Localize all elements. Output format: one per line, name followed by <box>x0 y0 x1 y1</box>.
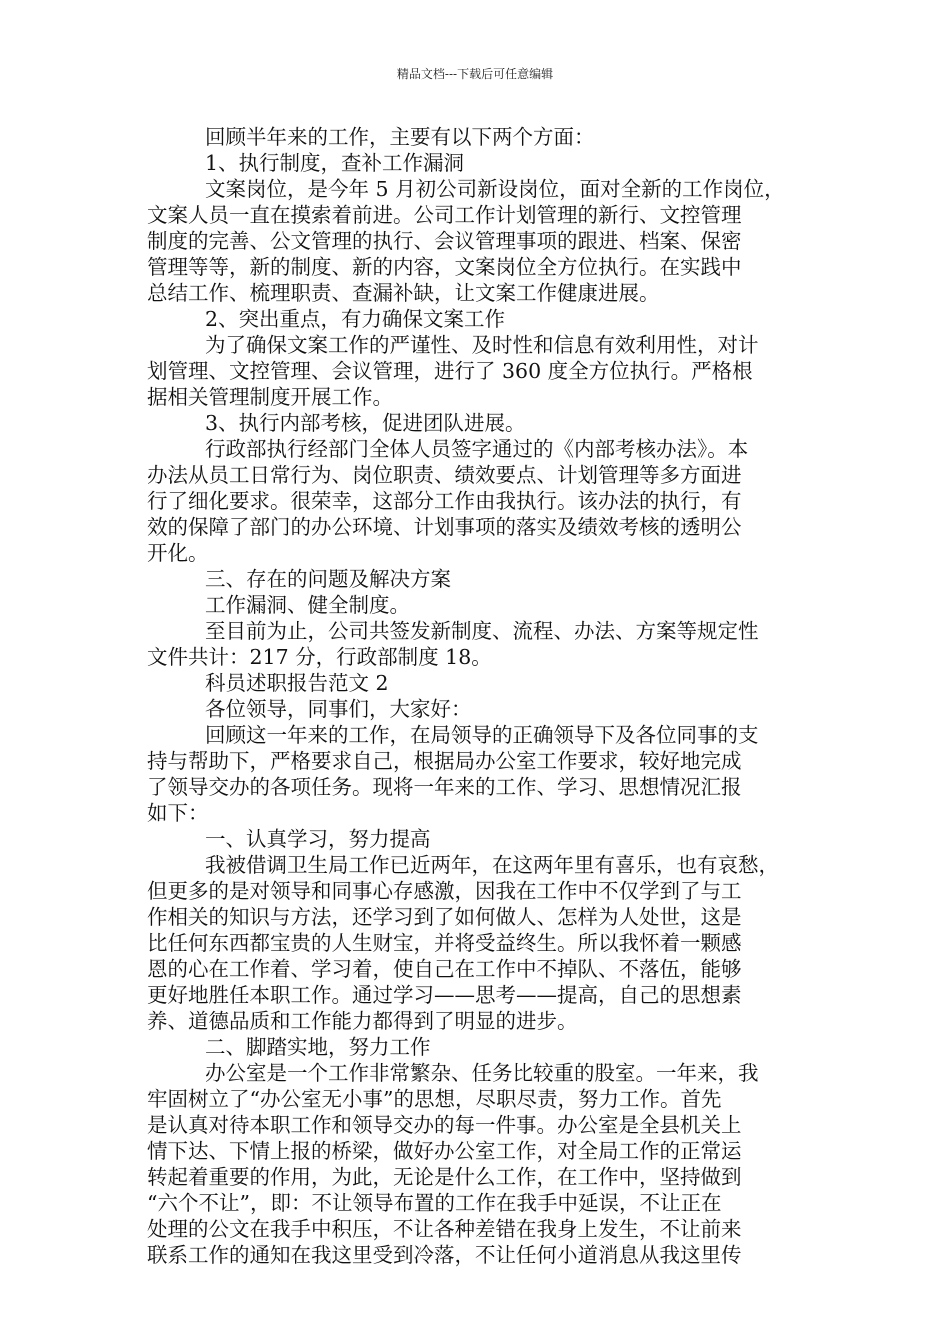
text-line: 文案岗位，是今年 5 月初公司新设岗位，面对全新的工作岗位， <box>205 177 785 201</box>
text-line: 我被借调卫生局工作已近两年，在这两年里有喜乐，也有哀愁， <box>205 853 779 877</box>
text-line: 总结工作、梳理职责、查漏补缺，让文案工作健康进展。 <box>147 281 660 305</box>
text-line: 效的保障了部门的办公环境、计划事项的落实及绩效考核的透明公 <box>147 515 742 539</box>
text-line: 1、执行制度，查补工作漏洞 <box>205 151 465 175</box>
text-line: 3、执行内部考核，促进团队进展。 <box>205 411 526 435</box>
text-line: 比任何东西都宝贵的人生财宝，并将受益终生。所以我怀着一颗感 <box>147 931 742 955</box>
text-line: 三、存在的问题及解决方案 <box>205 567 451 591</box>
text-line: 恩的心在工作着、学习着，使自己在工作中不掉队、不落伍，能够 <box>147 957 742 981</box>
text-line: 是认真对待本职工作和领导交办的每一件事。办公室是全县机关上 <box>147 1113 742 1137</box>
text-line: 一、认真学习，努力提高 <box>205 827 431 851</box>
text-line: 转起着重要的作用，为此，无论是什么工作，在工作中，坚持做到 <box>147 1165 742 1189</box>
text-line: 行了细化要求。很荣幸，这部分工作由我执行。该办法的执行，有 <box>147 489 742 513</box>
text-line: 科员述职报告范文 2 <box>205 671 389 695</box>
text-line: 至目前为止，公司共签发新制度、流程、办法、方案等规定性 <box>205 619 759 643</box>
text-line: 联系工作的通知在我这里受到冷落，不让任何小道消息从我这里传 <box>147 1243 742 1267</box>
text-line: 管理等等，新的制度、新的内容，文案岗位全方位执行。在实践中 <box>147 255 742 279</box>
text-line: 回顾这一年来的工作，在局领导的正确领导下及各位同事的支 <box>205 723 759 747</box>
text-line: 开化。 <box>147 541 209 565</box>
text-line: 办公室是一个工作非常繁杂、任务比较重的股室。一年来，我 <box>205 1061 759 1085</box>
text-line: 工作漏洞、健全制度。 <box>205 593 410 617</box>
text-line: 但更多的是对领导和同事心存感激，因我在工作中不仅学到了与工 <box>147 879 742 903</box>
text-line: 养、道德品质和工作能力都得到了明显的进步。 <box>147 1009 578 1033</box>
page-header: 精品文档---下载后可任意编辑 <box>396 67 554 81</box>
text-line: 办法从员工日常行为、岗位职责、绩效要点、计划管理等多方面进 <box>147 463 742 487</box>
text-line: 据相关管理制度开展工作。 <box>147 385 393 409</box>
text-line: 作相关的知识与方法，还学习到了如何做人、怎样为人处世，这是 <box>147 905 742 929</box>
text-line: 二、脚踏实地，努力工作 <box>205 1035 431 1059</box>
text-line: 持与帮助下，严格要求自己，根据局办公室工作要求，较好地完成 <box>147 749 742 773</box>
text-line: 回顾半年来的工作，主要有以下两个方面： <box>205 125 595 149</box>
text-line: “六个不让”，即：不让领导布置的工作在我手中延误，不让正在 <box>147 1191 722 1215</box>
text-line: 2、突出重点，有力确保文案工作 <box>205 307 506 331</box>
text-line: 各位领导，同事们，大家好： <box>205 697 472 721</box>
text-line: 为了确保文案工作的严谨性、及时性和信息有效利用性，对计 <box>205 333 759 357</box>
text-line: 处理的公文在我手中积压，不让各种差错在我身上发生，不让前来 <box>147 1217 742 1241</box>
document-body <box>147 124 807 1268</box>
text-line: 文案人员一直在摸索着前进。公司工作计划管理的新行、文控管理 <box>147 203 742 227</box>
text-line: 牢固树立了“办公室无小事”的思想，尽职尽责，努力工作。首先 <box>147 1087 722 1111</box>
text-line: 如下： <box>147 801 209 825</box>
text-line: 制度的完善、公文管理的执行、会议管理事项的跟进、档案、保密 <box>147 229 742 253</box>
text-line: 划管理、文控管理、会议管理，进行了 360 度全方位执行。严格根 <box>147 359 753 383</box>
text-line: 更好地胜任本职工作。通过学习——思考——提高，自己的思想素 <box>147 983 742 1007</box>
text-line: 文件共计：217 分，行政部制度 18。 <box>147 645 492 669</box>
text-line: 行政部执行经部门全体人员签字通过的《内部考核办法》。本 <box>205 437 749 461</box>
text-line: 了领导交办的各项任务。现将一年来的工作、学习、思想情况汇报 <box>147 775 742 799</box>
text-line: 情下达、下情上报的桥梁，做好办公室工作，对全局工作的正常运 <box>147 1139 742 1163</box>
